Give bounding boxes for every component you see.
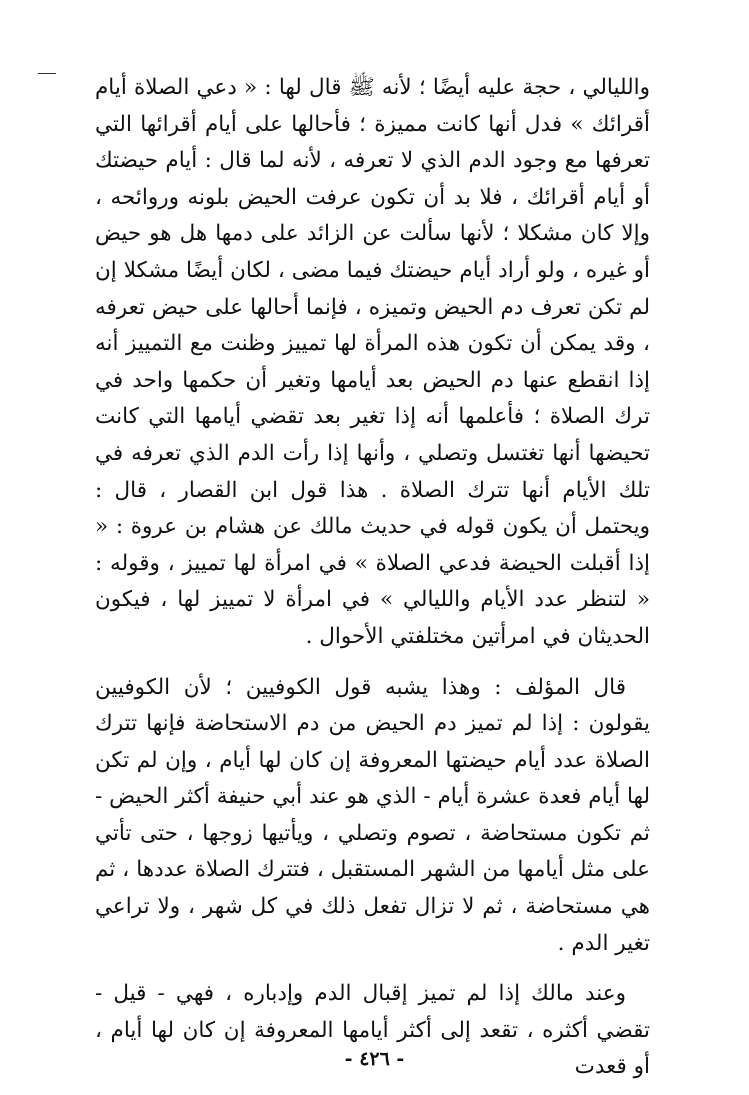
paragraph-malik: وعند مالك إذا لم تميز إقبال الدم وإدباره ، فهي - قيل - تقضي أكثره ، تقعد إلى أكثر أيامها المعروفة إن كان لها أيام ، أو قعدت — [95, 981, 650, 1080]
margin-mark — [38, 73, 56, 74]
body-text — [95, 70, 650, 1086]
paragraph-author-kufans: قال المؤلف : وهذا يشبه قول الكوفيين ؛ لأن الكوفيين يقولون : إذا لم تميز دم الحيض من دم الاستحاضة فإنها تترك الصلاة عدد أيام حيضتها المعروفة إن كان لها أيام ، وإن لم تكن لها أيام فعدة عشرة أيام - الذي هو عند أبي حنيفة أكثر الحيض - ثم تكون مستحاضة ، تصوم وتصلي ، ويأتيها زوجها ، حتى تأتي على مثل أيامها من الشهر المستقبل ، فتترك الصلاة عددها ، ثم هي مستحاضة ، ثم لا تزال تفعل ذلك في كل شهر ، ولا تراعي تغير الدم . — [95, 674, 650, 956]
paragraph-ibn-al-qassar: والليالي ، حجة عليه أيضًا ؛ لأنه ﷺ قال لها : « دعي الصلاة أيام أقرائك » فدل أنها كانت مميزة ؛ فأحالها على أيام أقرائها التي تعرفها مع وجود الدم الذي لا تعرفه ، لأنه لما قال : أيام حيضتك أو أيام أقرائك ، فلا بد أن تكون عرفت الحيض بلونه وروائحه ، وإلا كان مشكلا ؛ لأنها سألت عن الزائد على دمها هل هو حيض أو غيره ، ولو أراد أيام حيضتك فيما مضى ، لكان أيضًا مشكلا إن لم تكن تعرف دم الحيض وتميزه ، فإنما أحالها على حيض تعرفه ، وقد يمكن أن تكون هذه المرأة لها تمييز وظنت مع التمييز أنه إذا انقطع عنها دم الحيض بعد أيامها وتغير أن حكمها واحد في ترك الصلاة ؛ فأعلمها أنه إذا تغير بعد تقضي أيامها التي كانت تحيضها أنها تغتسل وتصلي ، وأنها إذا رأت الدم الذي تعرفه في تلك الأيام أنها تترك الصلاة . هذا قول ابن القصار ، قال : ويحتمل أن يكون قوله في حديث مالك عن هشام بن عروة : « إذا أقبلت الحيضة فدعي الصلاة » في امرأة لها تمييز ، وقوله : « لتنظر عدد الأيام والليالي » في امرأة لا تمييز لها ، فيكون الحديثان في امرأتين مختلفتي الأحوال . — [95, 75, 650, 649]
page-number: - ٤٢٦ - — [344, 1048, 405, 1070]
